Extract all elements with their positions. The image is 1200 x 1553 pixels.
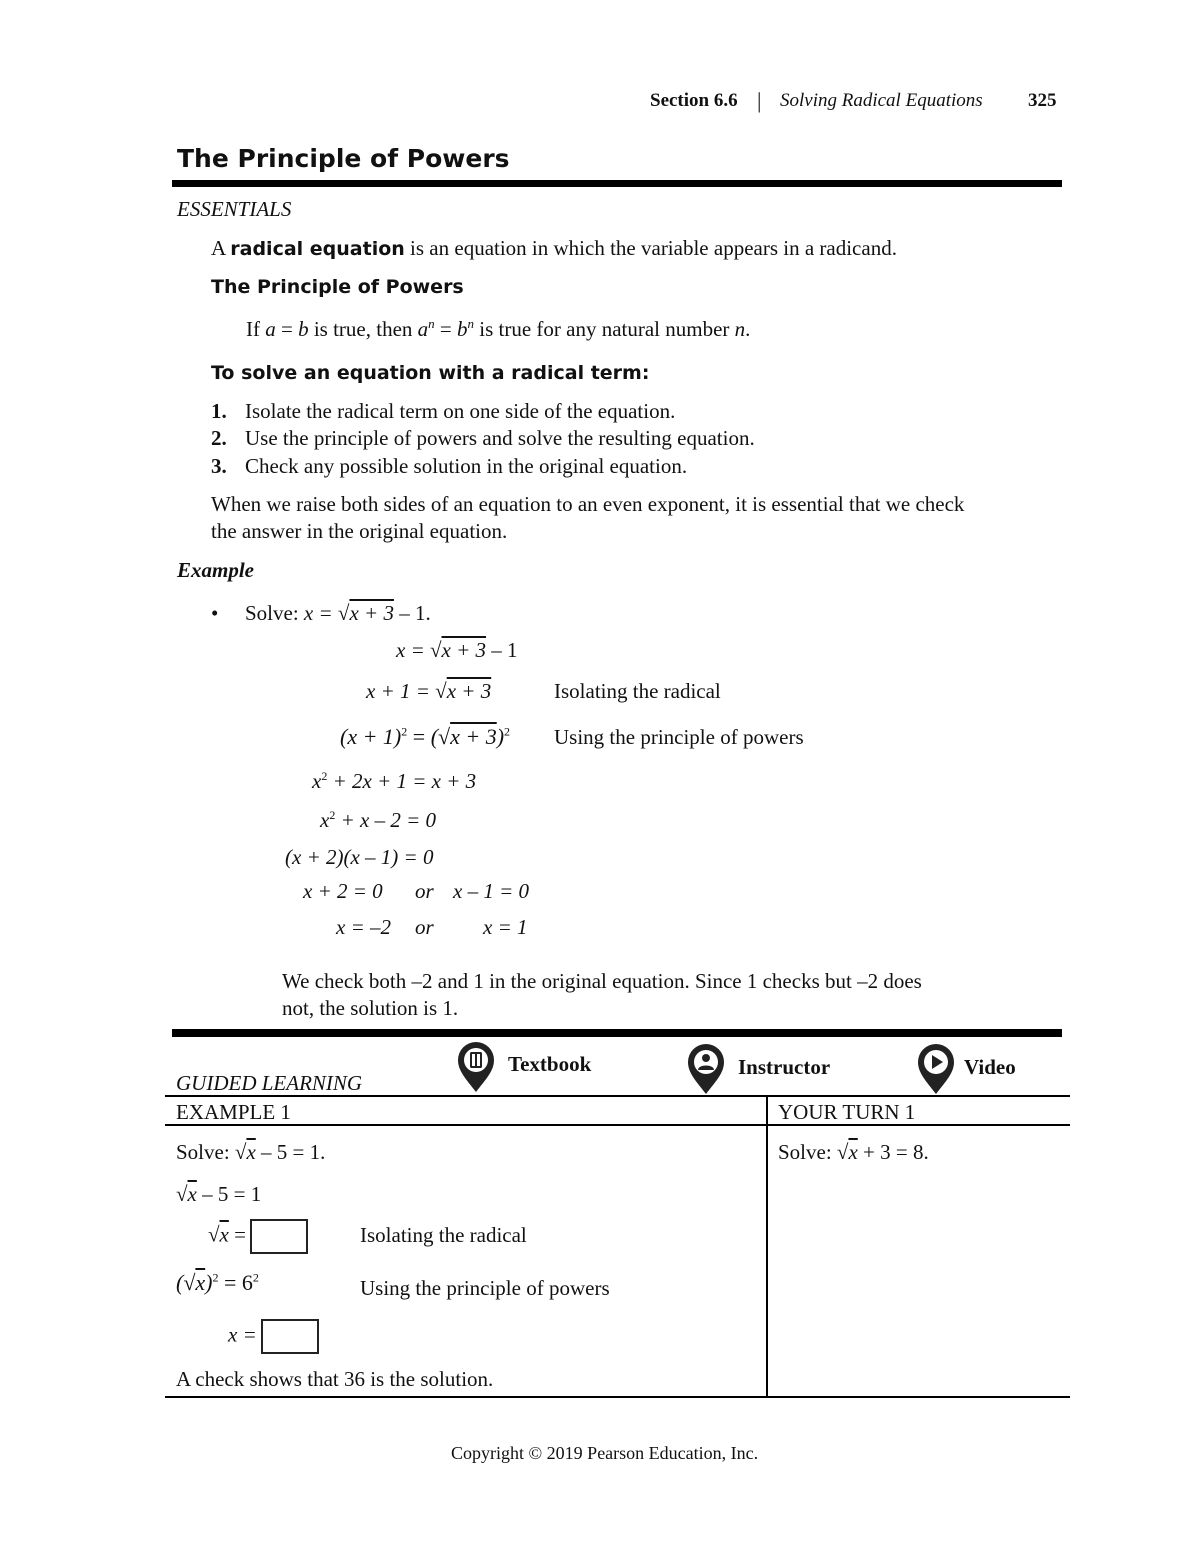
step-text: Use the principle of powers and solve the resulting equation. bbox=[245, 426, 755, 450]
step-lhs: x = bbox=[228, 1322, 257, 1347]
var-a-power: a bbox=[417, 317, 429, 341]
guided-top-rule bbox=[172, 1029, 1062, 1037]
note-line-1: When we raise both sides of an equation to an even exponent, it is essential that we check bbox=[211, 492, 965, 516]
header-separator: | bbox=[757, 88, 762, 113]
video-icon bbox=[916, 1043, 956, 1095]
step-rest: – 1 bbox=[491, 638, 518, 662]
step-radicand: x bbox=[187, 1182, 197, 1206]
example-1-step-4 bbox=[228, 1319, 319, 1354]
exponent-n: n bbox=[428, 316, 435, 331]
problem-radicand: x bbox=[246, 1140, 256, 1164]
essentials-label: ESSENTIALS bbox=[177, 197, 292, 221]
example-1-conclusion: A check shows that 36 is the solution. bbox=[176, 1367, 494, 1391]
principle-end: is true for any natural number bbox=[479, 317, 730, 341]
example-1-step-2-note: Isolating the radical bbox=[360, 1223, 527, 1247]
step-number: 1. bbox=[211, 399, 227, 423]
principle-heading: The Principle of Powers bbox=[211, 276, 464, 298]
work-step-7-or: or bbox=[415, 879, 434, 903]
problem-rest: – 5 = 1. bbox=[261, 1140, 326, 1164]
answer-box-2[interactable] bbox=[261, 1319, 319, 1354]
example-1-step-1: √x – 5 = 1 bbox=[176, 1182, 262, 1206]
your-turn-1-problem: Solve: √x + 3 = 8. bbox=[778, 1140, 929, 1164]
step-lhs: (x + 1) bbox=[340, 724, 402, 749]
exponent-n-2: n bbox=[467, 316, 474, 331]
table-column-divider bbox=[766, 1095, 768, 1398]
page-title: The Principle of Powers bbox=[177, 144, 510, 173]
section-subtitle: Solving Radical Equations bbox=[780, 90, 983, 111]
note-line-2: the answer in the original equation. bbox=[211, 519, 508, 543]
textbook-icon bbox=[456, 1041, 496, 1093]
step-text: Check any possible solution in the original equation. bbox=[245, 454, 688, 478]
var-b-power: b bbox=[457, 317, 468, 341]
work-step-6: (x + 2)(x – 1) = 0 bbox=[285, 845, 434, 869]
conclusion-line-1: We check both –2 and 1 in the original equation. Since 1 checks but –2 does bbox=[282, 969, 922, 993]
step-radicand: x + 3 bbox=[441, 638, 487, 662]
solve-label: Solve: bbox=[176, 1140, 230, 1164]
step-number: 2. bbox=[211, 426, 227, 450]
example-problem: • Solve: x = √x + 3 – 1. bbox=[211, 601, 431, 625]
title-rule bbox=[172, 180, 1062, 187]
principle-statement bbox=[246, 316, 750, 342]
problem-rest: + 3 = 8. bbox=[863, 1140, 929, 1164]
step-exponent: 2 bbox=[401, 724, 408, 739]
step-equals: = bbox=[412, 724, 426, 749]
problem-radicand: x + 3 bbox=[349, 601, 394, 625]
definition-term: radical equation bbox=[230, 238, 405, 260]
work-step-2: x + 1 = √x + 3 bbox=[366, 679, 492, 703]
step-lhs: x bbox=[312, 769, 322, 793]
period: . bbox=[745, 317, 751, 341]
textbook-resource[interactable] bbox=[456, 1041, 591, 1093]
step-exponent: 2 bbox=[329, 808, 336, 822]
section-label: Section 6.6 bbox=[650, 90, 738, 111]
work-step-4 bbox=[312, 769, 476, 794]
example-1-header: EXAMPLE 1 bbox=[176, 1100, 291, 1124]
conclusion-line-2: not, the solution is 1. bbox=[282, 996, 459, 1020]
instructor-resource[interactable] bbox=[686, 1043, 830, 1095]
step-radicand: x + 3 bbox=[450, 724, 497, 749]
table-header-bottom-rule bbox=[165, 1124, 1070, 1126]
step-3 bbox=[211, 454, 687, 479]
instructor-icon bbox=[686, 1043, 726, 1095]
step-rest: = 6 bbox=[224, 1270, 253, 1295]
equals-sign: = bbox=[281, 317, 293, 341]
step-rest: – 5 = 1 bbox=[202, 1182, 262, 1206]
example-1-step-3-note: Using the principle of powers bbox=[360, 1276, 610, 1300]
step-rest: + x – 2 = 0 bbox=[340, 808, 436, 832]
var-a: a bbox=[265, 317, 276, 341]
problem-radicand: x bbox=[848, 1140, 858, 1164]
work-step-8-or: or bbox=[415, 915, 434, 939]
work-step-3: $(x + 1)^2 = (√x + 3)^2$ bbox=[340, 724, 511, 749]
step-rest: + 2x + 1 = x + 3 bbox=[332, 769, 477, 793]
step-2 bbox=[211, 426, 755, 451]
work-step-5 bbox=[320, 808, 436, 833]
work-step-1: x = √x + 3 – 1 bbox=[396, 638, 518, 662]
equals-sign-2: = bbox=[439, 317, 452, 341]
work-step-8-left: x = –2 bbox=[336, 915, 391, 939]
definition-suffix: is an equation in which the variable appears in a radicand. bbox=[404, 236, 897, 260]
textbook-label: Textbook bbox=[508, 1051, 592, 1076]
step-lhs: x = bbox=[396, 638, 425, 662]
step-radicand: x bbox=[219, 1222, 229, 1247]
step-exponent-2: 2 bbox=[252, 1270, 259, 1285]
step-exponent: 2 bbox=[212, 1270, 219, 1285]
principle-middle: is true, then bbox=[313, 317, 413, 341]
step-radicand: x + 3 bbox=[446, 679, 492, 703]
var-b: b bbox=[298, 317, 309, 341]
steps-heading: To solve an equation with a radical term: bbox=[211, 362, 650, 384]
work-step-8-right: x = 1 bbox=[483, 915, 528, 939]
video-resource[interactable] bbox=[916, 1043, 1016, 1095]
step-exponent-2: 2 bbox=[504, 724, 511, 739]
step-number: 3. bbox=[211, 454, 227, 478]
step-1 bbox=[211, 399, 675, 424]
problem-lhs: x = bbox=[303, 601, 333, 625]
work-step-7-left: x + 2 = 0 bbox=[303, 879, 383, 903]
step-lhs: x + 1 = bbox=[366, 679, 430, 703]
definition-prefix: A bbox=[211, 236, 231, 260]
table-bottom-rule bbox=[165, 1396, 1070, 1398]
answer-box-1[interactable] bbox=[250, 1219, 308, 1254]
guided-label: GUIDED LEARNING bbox=[176, 1071, 363, 1095]
example-1-problem: Solve: √x – 5 = 1. bbox=[176, 1140, 326, 1164]
step-lhs: x bbox=[320, 808, 330, 832]
principle-if: If bbox=[246, 317, 260, 341]
var-n: n bbox=[734, 317, 746, 341]
your-turn-1-header: YOUR TURN 1 bbox=[778, 1100, 916, 1124]
video-label: Video bbox=[964, 1054, 1016, 1079]
step-radicand: x bbox=[195, 1270, 206, 1295]
work-step-7-right: x – 1 = 0 bbox=[453, 879, 529, 903]
example-1-step-2: √x = bbox=[208, 1219, 308, 1254]
example-label: Example bbox=[177, 558, 254, 582]
step-text: Isolate the radical term on one side of the equation. bbox=[245, 399, 676, 423]
work-step-2-note: Isolating the radical bbox=[554, 679, 721, 703]
problem-rest: – 1. bbox=[399, 601, 431, 625]
copyright: Copyright © 2019 Pearson Education, Inc. bbox=[451, 1443, 759, 1463]
step-exponent: 2 bbox=[321, 769, 328, 783]
instructor-label: Instructor bbox=[738, 1054, 831, 1079]
example-1-step-3: $(√x)^2 = 6^2$ bbox=[176, 1270, 259, 1295]
bullet: • bbox=[211, 601, 219, 625]
page-number: 325 bbox=[1028, 90, 1057, 111]
table-header-top-rule bbox=[165, 1095, 1070, 1097]
solve-label: Solve: bbox=[778, 1140, 832, 1164]
definition-text bbox=[211, 236, 897, 261]
solve-label: Solve: bbox=[245, 601, 299, 625]
work-step-3-note: Using the principle of powers bbox=[554, 725, 804, 749]
step-equals: = bbox=[234, 1222, 246, 1247]
